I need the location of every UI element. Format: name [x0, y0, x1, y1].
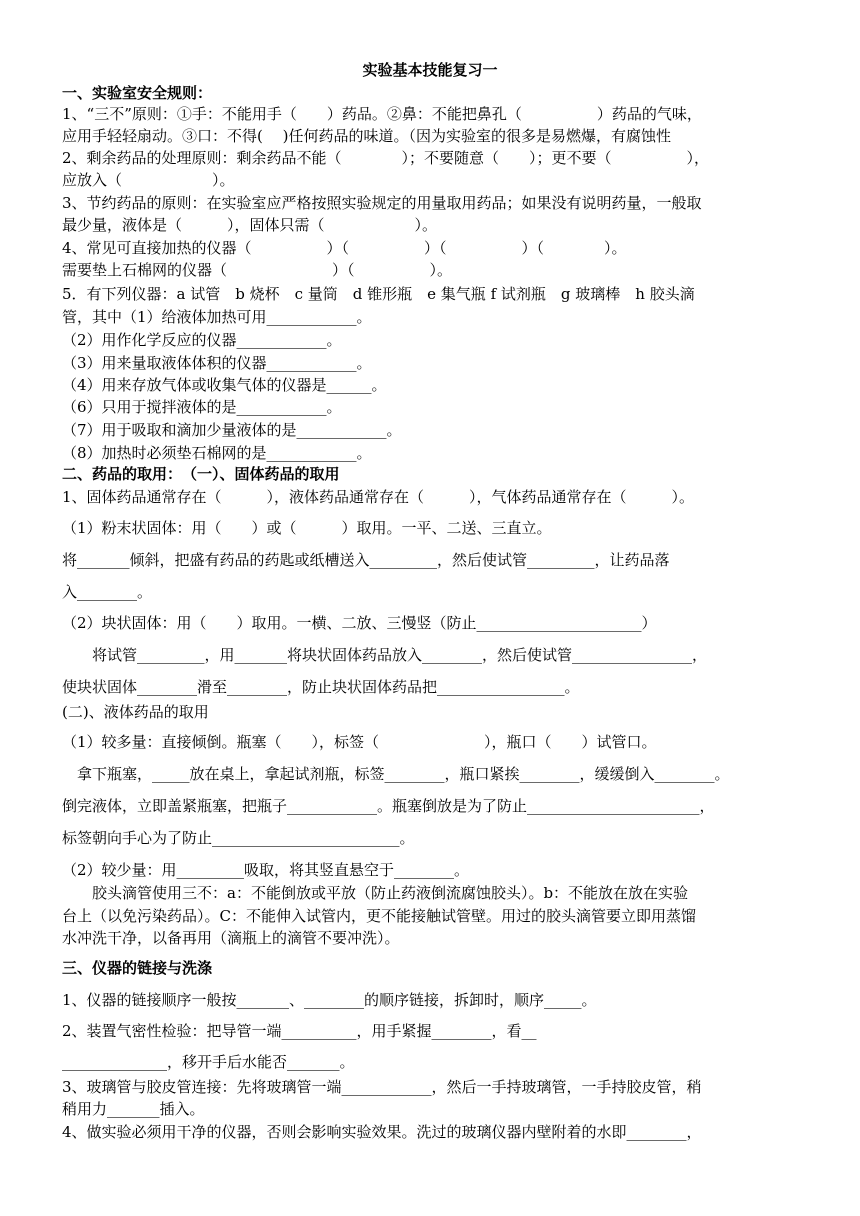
text-line: （1）粉末状固体：用（ ）或（ ）取用。一平、二送、三直立。 — [62, 519, 552, 537]
text-line: 拿下瓶塞，_____放在桌上，拿起试剂瓶，标签________，瓶口紧挨________，缓缓倒入________。 — [62, 765, 730, 783]
text-line: 3、节约药品的原则：在实验室应严格按照实验规定的用量取用药品；如果没有说明药量，一般取 — [62, 194, 702, 212]
section-heading-2: 二、药品的取用： （一）、固体药品的取用 — [62, 465, 340, 483]
text-line: 1、“三不”原则：①手：不能用手（ ）药品。②鼻：不能把鼻孔（ ）药品的气味， — [62, 105, 702, 123]
text-line: 管，其中（1）给液体加热可用____________。 — [62, 308, 372, 326]
text-line: （2）用作化学反应的仪器____________。 — [62, 331, 342, 349]
text-line: （7）用于吸取和滴加少量液体的是____________。 — [62, 421, 402, 439]
section-heading-1: 一、实验室安全规则： — [62, 84, 213, 102]
text-line: （3）用来量取液体体积的仪器____________。 — [62, 354, 372, 372]
text-line: 台上（以免污染药品）。C：不能伸入试管内，更不能接触试管壁。用过的胶头滴管要立即用蒸馏 — [62, 907, 696, 925]
subsection-heading: (二)、液体药品的取用 — [62, 703, 209, 721]
text-line: ______________，移开手后水能否_______。 — [62, 1053, 355, 1071]
text-line: （1）较多量：直接倾倒。瓶塞（ ），标签（ ），瓶口（ ）试管口。 — [62, 733, 657, 751]
section-heading-3: 三、仪器的链接与洗涤 — [62, 959, 213, 977]
text-line: 水冲洗干净，以备再用（滴瓶上的滴管不要冲洗）。 — [62, 929, 400, 947]
text-line: （8）加热时必须垫石棉网的是____________。 — [62, 444, 372, 462]
text-line: 4、做实验必须用干净的仪器，否则会影响实验效果。洗过的玻璃仪器内壁附着的水即________， — [62, 1123, 702, 1141]
text-line: 应用手轻轻扇动。③口：不得( )任何药品的味道。（因为实验室的很多是易燃爆，有腐蚀性 — [62, 127, 671, 145]
text-line: 胶头滴管使用三不：a：不能倒放或平放（防止药液倒流腐蚀胶头）。b：不能放在放在实验 — [62, 884, 689, 902]
text-line: 2、剩余药品的处理原则：剩余药品不能（ ）；不要随意（ ）；更不要（ ）， — [62, 149, 710, 167]
text-line: 标签朝向手心为了防止_________________________。 — [62, 829, 415, 847]
text-line: （2）较少量：用_________吸取，将其竖直悬空于________。 — [62, 861, 470, 879]
text-line: 将试管_________，用_______将块状固体药品放入________，然后使试管________________， — [62, 646, 708, 664]
text-line: （2）块状固体：用（ ）取用。一横、二放、三慢竖（防止______________________） — [62, 614, 657, 632]
text-line: 4、常见可直接加热的仪器（ ）（ ）（ ）（ ）。 — [62, 239, 627, 257]
text-line: （6）只用于搅拌液体的是____________。 — [62, 398, 342, 416]
text-line: 入________。 — [62, 583, 153, 601]
text-line: 1、固体药品通常存在（ ），液体药品通常存在（ ），气体药品通常存在（ ）。 — [62, 488, 695, 506]
text-line: 2、装置气密性检验：把导管一端__________，用手紧握________，看__ — [62, 1022, 537, 1040]
text-line: 应放入（ ）。 — [62, 171, 235, 189]
text-line: 3、玻璃管与胶皮管连接：先将玻璃管一端____________，然后一手持玻璃管，一手持胶皮管，稍 — [62, 1078, 702, 1096]
text-line: 将_______倾斜，把盛有药品的药匙或纸槽送入_________，然后使试管_________，让药品落 — [62, 551, 670, 569]
text-line: 稍用力_______插入。 — [62, 1100, 205, 1118]
text-line: 5．有下列仪器：a 试管 b 烧杯 c 量筒 d 锥形瓶 e 集气瓶 f 试剂瓶 g 玻璃棒 h 胶头滴 — [62, 285, 695, 303]
text-line: 最少量，液体是（ ），固体只需（ ）。 — [62, 216, 438, 234]
document-title: 实验基本技能复习一 — [362, 61, 498, 79]
text-line: 倒完液体，立即盖紧瓶塞，把瓶子____________。瓶塞倒放是为了防止_______________________， — [62, 797, 715, 815]
text-line: 需要垫上石棉网的仪器（ ）（ ）。 — [62, 261, 453, 279]
text-line: 使块状固体________滑至________，防止块状固体药品把_________________。 — [62, 678, 580, 696]
text-line: （4）用来存放气体或收集气体的仪器是______。 — [62, 376, 387, 394]
text-line: 1、仪器的链接顺序一般按_______、________的顺序链接，拆卸时，顺序_____。 — [62, 991, 597, 1009]
